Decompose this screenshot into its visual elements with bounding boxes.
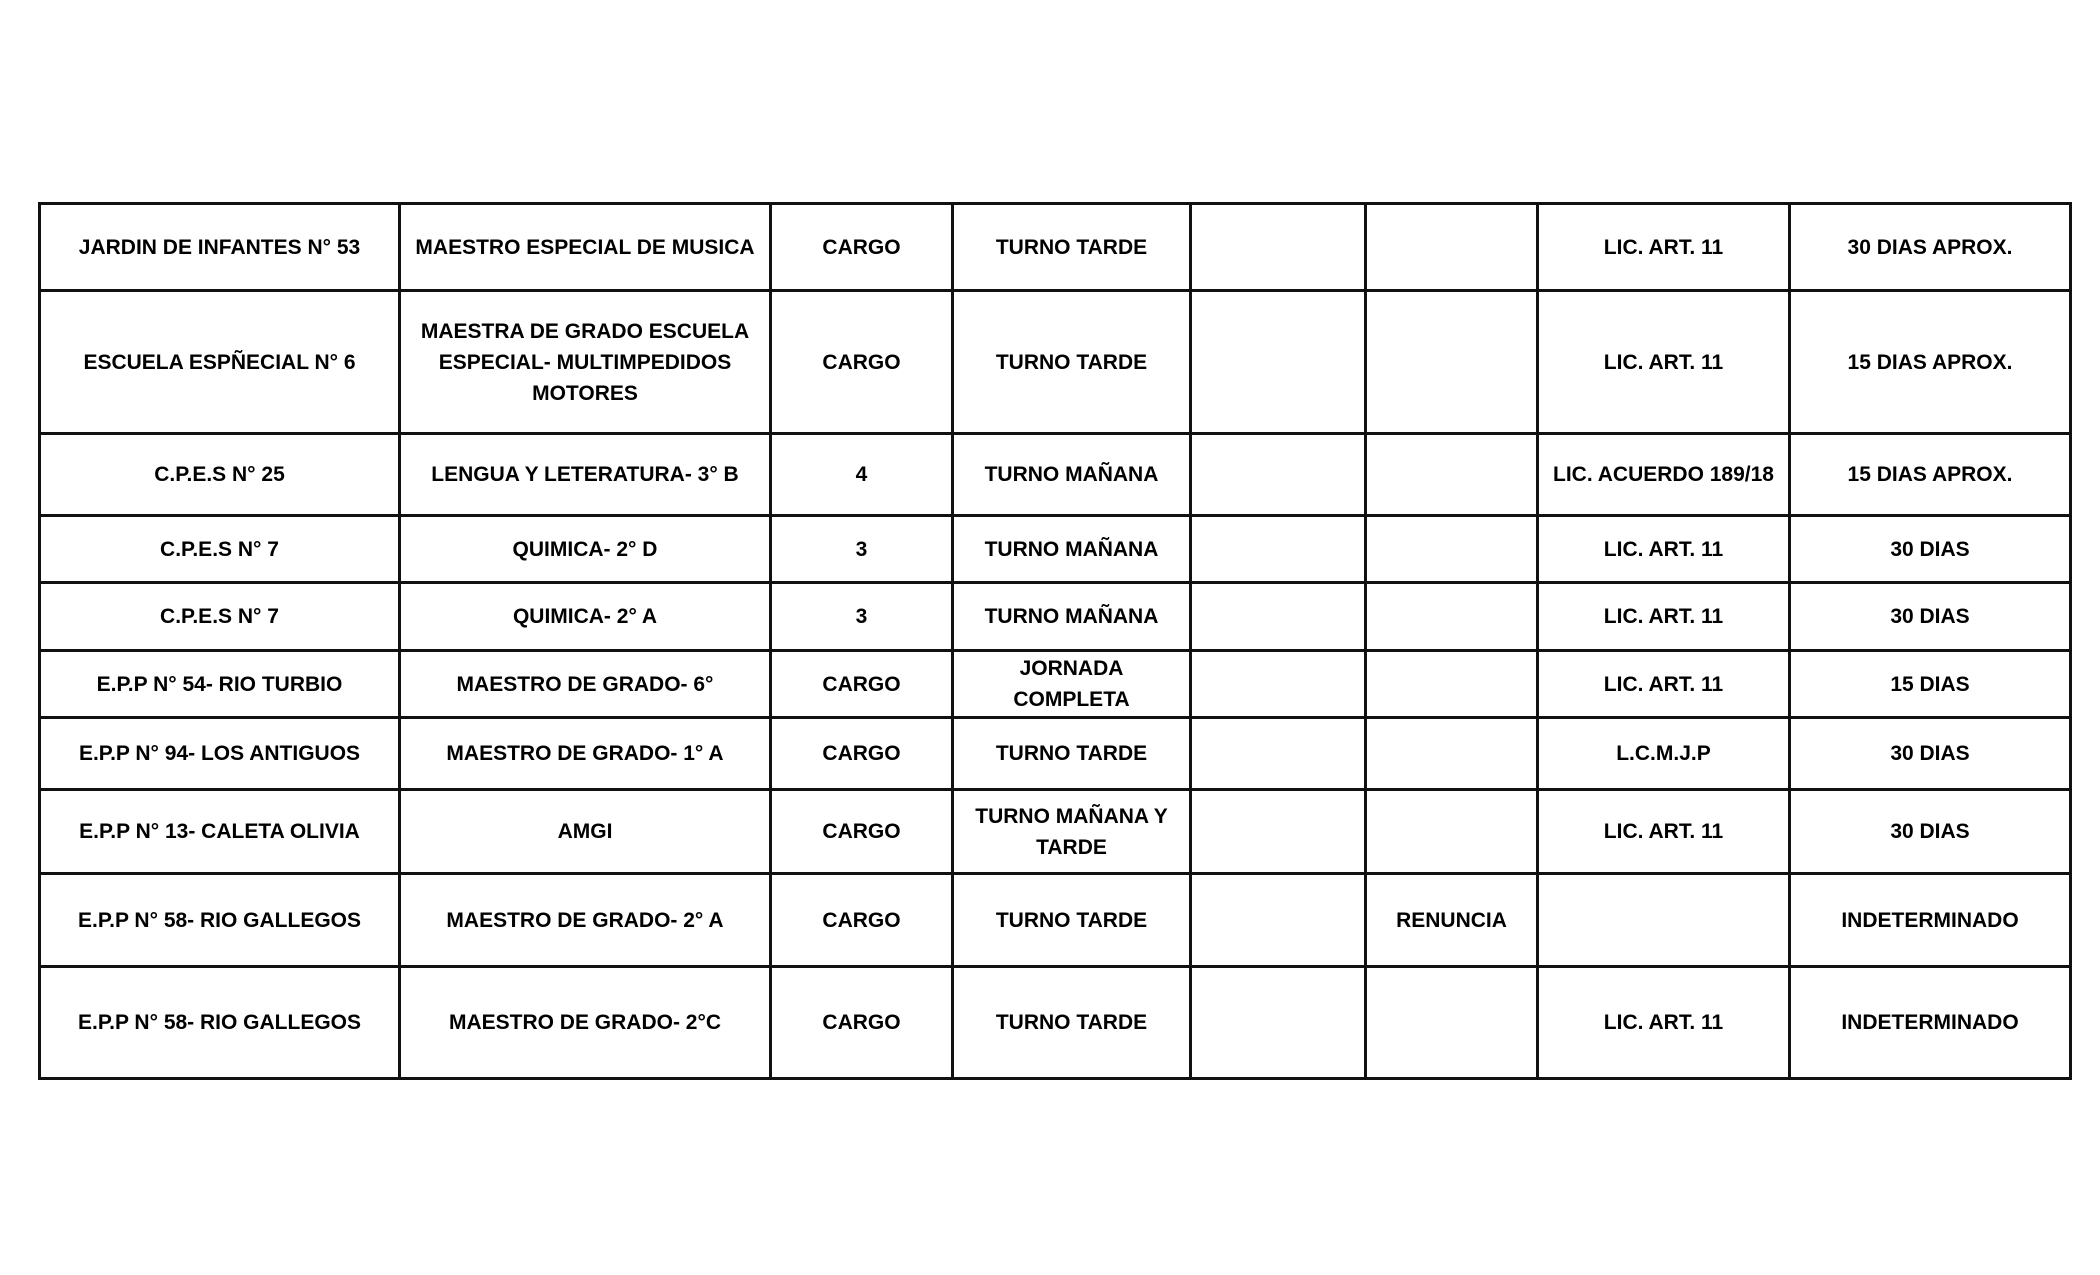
cell-school: C.P.E.S N° 7 [40,516,400,583]
cell-reason: LIC. ART. 11 [1538,967,1790,1079]
cell-status: RENUNCIA [1366,874,1538,967]
table-row [40,651,2071,718]
cell-hours: CARGO [771,718,953,790]
cell-shift: TURNO TARDE [953,291,1191,434]
cell-shift: TURNO MAÑANA [953,583,1191,651]
cell-shift: TURNO TARDE [953,204,1191,291]
cell-empty [1191,516,1366,583]
cell-hours: 4 [771,434,953,516]
cell-hours: CARGO [771,651,953,718]
cell-hours: CARGO [771,790,953,874]
cell-status [1366,718,1538,790]
cell-status [1366,651,1538,718]
table-row [40,790,2071,874]
cell-shift: TURNO TARDE [953,874,1191,967]
cell-hours: 3 [771,516,953,583]
cell-position: QUIMICA- 2° A [400,583,771,651]
cell-reason: LIC. ART. 11 [1538,204,1790,291]
cell-duration: 30 DIAS APROX. [1790,204,2071,291]
cell-hours: CARGO [771,874,953,967]
table-row [40,718,2071,790]
cell-hours: CARGO [771,204,953,291]
cell-position: AMGI [400,790,771,874]
cell-duration: 30 DIAS [1790,790,2071,874]
cell-reason: L.C.M.J.P [1538,718,1790,790]
cell-shift: TURNO MAÑANA [953,434,1191,516]
cell-duration: 15 DIAS APROX. [1790,291,2071,434]
cell-empty [1191,967,1366,1079]
cell-status [1366,583,1538,651]
table-row [40,516,2071,583]
cell-reason [1538,874,1790,967]
cell-status [1366,204,1538,291]
cell-empty [1191,718,1366,790]
cell-status [1366,790,1538,874]
cell-school: E.P.P N° 94- LOS ANTIGUOS [40,718,400,790]
table-row [40,434,2071,516]
cell-reason: LIC. ART. 11 [1538,583,1790,651]
cell-duration: 30 DIAS [1790,516,2071,583]
cell-empty [1191,434,1366,516]
table-row [40,874,2071,967]
cell-empty [1191,874,1366,967]
cell-position: MAESTRA DE GRADO ESCUELA ESPECIAL- MULTIMPEDIDOS MOTORES [400,291,771,434]
table-row [40,583,2071,651]
cell-hours: 3 [771,583,953,651]
cell-hours: CARGO [771,291,953,434]
cell-duration: 15 DIAS APROX. [1790,434,2071,516]
cell-position: QUIMICA- 2° D [400,516,771,583]
cell-shift: TURNO TARDE [953,718,1191,790]
cell-school: JARDIN DE INFANTES N° 53 [40,204,400,291]
cell-school: E.P.P N° 58- RIO GALLEGOS [40,874,400,967]
cell-position: MAESTRO DE GRADO- 2°C [400,967,771,1079]
cell-empty [1191,790,1366,874]
cell-reason: LIC. ACUERDO 189/18 [1538,434,1790,516]
cell-position: MAESTRO ESPECIAL DE MUSICA [400,204,771,291]
cell-shift: JORNADA COMPLETA [953,651,1191,718]
cell-status [1366,291,1538,434]
cell-shift: TURNO MAÑANA [953,516,1191,583]
cell-status [1366,516,1538,583]
cell-school: E.P.P N° 54- RIO TURBIO [40,651,400,718]
cell-position: LENGUA Y LETERATURA- 3° B [400,434,771,516]
cell-reason: LIC. ART. 11 [1538,291,1790,434]
cell-position: MAESTRO DE GRADO- 6° [400,651,771,718]
cell-empty [1191,291,1366,434]
cell-school: C.P.E.S N° 25 [40,434,400,516]
cell-reason: LIC. ART. 11 [1538,651,1790,718]
table-row [40,291,2071,434]
cell-position: MAESTRO DE GRADO- 2° A [400,874,771,967]
cell-position: MAESTRO DE GRADO- 1° A [400,718,771,790]
cell-hours: CARGO [771,967,953,1079]
cell-empty [1191,583,1366,651]
table-row [40,967,2071,1079]
cell-school: ESCUELA ESPÑECIAL N° 6 [40,291,400,434]
cell-empty [1191,204,1366,291]
cell-empty [1191,651,1366,718]
cell-duration: 15 DIAS [1790,651,2071,718]
cell-school: E.P.P N° 58- RIO GALLEGOS [40,967,400,1079]
cell-shift: TURNO TARDE [953,967,1191,1079]
cell-duration: 30 DIAS [1790,718,2071,790]
cell-status [1366,434,1538,516]
cell-reason: LIC. ART. 11 [1538,790,1790,874]
cell-status [1366,967,1538,1079]
table-row [40,204,2071,291]
vacancy-table [38,202,2072,1080]
cell-duration: INDETERMINADO [1790,967,2071,1079]
cell-school: C.P.E.S N° 7 [40,583,400,651]
cell-duration: 30 DIAS [1790,583,2071,651]
cell-school: E.P.P N° 13- CALETA OLIVIA [40,790,400,874]
cell-reason: LIC. ART. 11 [1538,516,1790,583]
cell-duration: INDETERMINADO [1790,874,2071,967]
cell-shift: TURNO MAÑANA Y TARDE [953,790,1191,874]
